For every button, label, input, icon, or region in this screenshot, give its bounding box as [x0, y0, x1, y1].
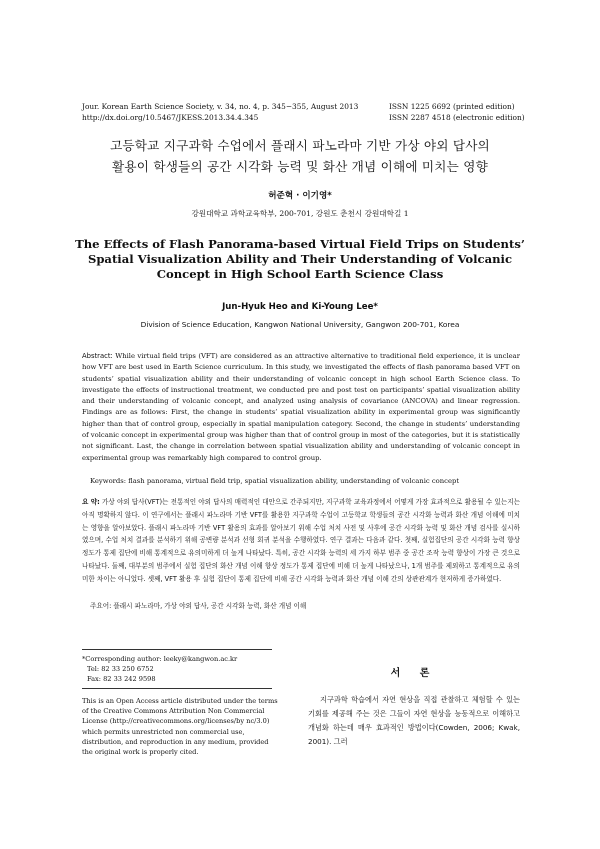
introduction-text: 지구과학 학습에서 자연 현상을 직접 관찰하고 체험할 수 있는 기회를 제공해 주는 것은 그들이 자연 현상을 능동적으로 이해하고 개념화 하는데 매우 효과적인 방법이다(Cowden, 2006; Kwak, 2001). 그러	[308, 695, 520, 746]
corresponding-fax: Fax: 82 33 242 9598	[87, 675, 156, 684]
korean-title	[60, 135, 540, 177]
issn-electronic: ISSN 2287 4518 (electronic edition)	[389, 113, 525, 122]
korean-keywords: 주요어: 플래시 파노라마, 가상 야외 답사, 공간 시각화 능력, 화산 개념 이해	[90, 602, 307, 610]
english-title	[60, 237, 540, 282]
corresponding-tel: Tel: 82 33 250 6752	[87, 665, 154, 674]
corresponding-footnote	[82, 654, 282, 685]
korean-authors: 허준혁 · 이기영*	[268, 191, 332, 201]
english-title-line1: The Effects of Flash Panorama-based Virtual Field Trips on Students’	[75, 237, 525, 251]
english-keywords: Keywords: flash panorama, virtual field trip, spatial visualization ability, understanding of volcanic concept	[90, 477, 460, 485]
korean-title-line1: 고등학교 지구과학 수업에서 플래시 파노라마 기반 가상 야외 답사의	[110, 138, 490, 153]
license-divider	[82, 688, 272, 689]
english-authors: Jun-Hyuk Heo and Ki-Young Lee*	[222, 302, 378, 312]
english-affiliation: Division of Science Education, Kangwon National University, Gangwon 200-701, Korea	[140, 320, 460, 329]
journal-citation: Jour. Korean Earth Science Society, v. 34, no. 4, p. 345−355, August 2013	[82, 102, 359, 111]
korean-title-line2: 활용이 학생들의 공간 시각화 능력 및 화산 개념 이해에 미치는 영향	[112, 159, 488, 174]
english-title-line3: Concept in High School Earth Science Class	[156, 267, 444, 281]
korean-affiliation: 강원대학교 과학교육학부, 200-701, 강원도 춘천시 강원대학길 1	[191, 209, 409, 218]
english-abstract	[82, 351, 520, 464]
license-notice: This is an Open Access article distributed under the terms of the Creative Commons Attribution Non Commercial License (http://creativecommons.org/licenses/by nc/3.0) which permits unrestricted non commercial use, distribution, and reproduction in any medium, provided the original work is properly cited.	[82, 697, 278, 757]
doi-link[interactable]: http://dx.doi.org/10.5467/JKESS.2013.34.4.345	[82, 113, 259, 122]
abstract-text: While virtual field trips (VFT) are considered as an attractive alternative to traditional field experience, it is unclear how VFT are best used in Earth Science curriculum. In this study, we investigated the effects of flash panorama based VFT on students’ spatial visualization ability and their understanding of volcanic concept in high school Earth Science class. To investigate the effects of instructional treatment, we conducted pre and post test on participants’ spatial visualization ability and their understanding of volcanic concept, and analyzed using analysis of covariance (ANCOVA) and linear regression. Findings are as follows: First, the change in students’ spatial visualization ability in experimental group was significantly higher than that of control group, especially in spatial manipulation category. Second, the change in students’ understanding of volcanic concept in experimental group was higher than that of control group in most of the categories, but it is statistically not significant. Last, the change in correlation between spatial visualization ability and understanding of volcanic concept in experimental group was remarkably high compared to control group.	[82, 352, 520, 462]
korean-abstract-label: 요 약:	[82, 498, 100, 506]
introduction-heading: 서 론	[390, 668, 438, 679]
issn-print: ISSN 1225 6692 (printed edition)	[389, 102, 515, 111]
journal-header	[82, 101, 358, 123]
english-title-line2: Spatial Visualization Ability and Their Understanding of Volcanic	[87, 252, 513, 266]
footnote-divider	[82, 649, 272, 650]
issn-block	[389, 101, 525, 123]
corresponding-email: *Corresponding author: leeky@kangwon.ac.kr	[82, 655, 238, 663]
abstract-label: Abstract:	[82, 352, 113, 360]
korean-abstract	[82, 496, 520, 586]
korean-abstract-text: 가상 야외 답사(VFT)는 전통적인 야외 답사의 매력적인 대안으로 간주되지만, 지구과학 교육과정에서 어떻게 가장 효과적으로 활용될 수 있는지는 아직 명확하지 않다. 이 연구에서는 플래시 파노라마 기반 VFT를 활용한 지구과학 수업이 고등학교 학생들의 공간 시각화 능력과 화산 개념 이해에 미치는 영향을 알아보았다. 플래시 파노라마 기반 VFT 활용의 효과를 알아보기 위해 수업 처치 사전 및 사후에 공간 시각화 능력 및 화산 개념 검사를 실시하였으며, 수업 처치 결과를 분석하기 위해 공변량 분석과 선형 회귀 분석을 수행하였다. 연구 결과는 다음과 같다. 첫째, 실험집단의 공간 시각화 능력 향상 정도가 통제 집단에 비해 통계적으로 유의미하게 더 높게 나타났다. 특히, 공간 시각화 능력의 세 가지 하부 범주 중 공간 조작 능력 향상이 가장 큰 것으로 나타났다. 둘째, 대부분의 범주에서 실험 집단의 화산 개념 이해 향상 정도가 통제 집단에 비해 더 높게 나타났으나, 1개 범주를 제외하고 통계적으로 유의미한 차이는 아니었다. 셋째, VFT 활용 후 실험 집단이 통제 집단에 비해 공간 시각화 능력과 화산 개념 이해 간의 상관관계가 현저하게 증가하였다.	[82, 498, 520, 583]
